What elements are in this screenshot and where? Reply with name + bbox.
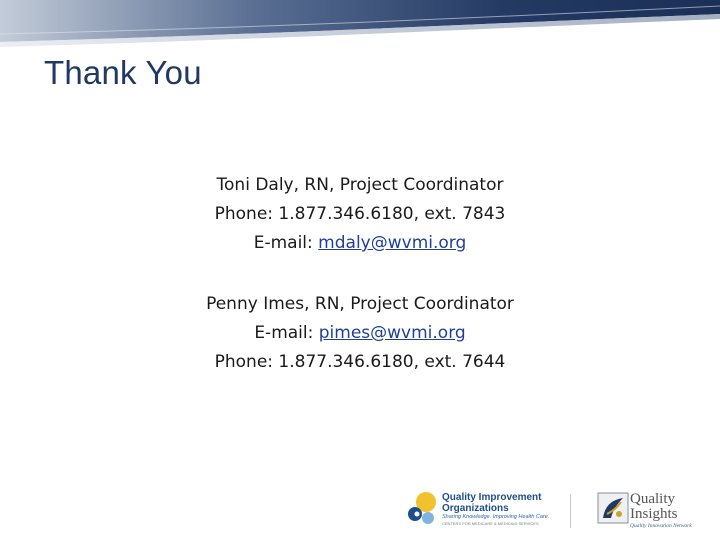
contact-phone: Phone: 1.877.346.6180, ext. 7843 [214,204,506,224]
email-link-pimes[interactable]: pimes@wvmi.org [318,323,466,343]
contact-name: Toni Daly, RN, Project Coordinator [216,175,504,195]
contact-phone: Phone: 1.877.346.6180, ext. 7644 [214,352,506,372]
contact-name: Penny Imes, RN, Project Coordinator [206,294,514,314]
qio-logo-icon [406,490,442,528]
qio-logo-subline: CENTERS FOR MEDICARE & MEDICAID SERVICES [442,521,539,526]
qi-logo-line1: Quality [630,491,675,507]
contact-email-line [0,229,720,258]
logo-divider [570,494,571,528]
qio-logo-line1: Quality Improvement [442,492,542,503]
contact-email-line [0,319,720,348]
qi-logo-icon [597,492,629,524]
qi-logo-line2: Insights [630,506,678,522]
qio-logo [442,492,549,527]
qio-logo-line2: Organizations [442,503,509,514]
email-label: E-mail: [254,323,319,343]
email-label: E-mail: [253,233,319,253]
slide-title: Thank You [44,54,202,91]
contact-block-toni [0,171,720,258]
email-link-mdaly[interactable]: mdaly@wvmi.org [318,233,467,253]
qi-logo-subline: Quality Innovation Network [630,523,692,529]
footer-logos [400,486,700,532]
qio-logo-tagline: Sharing Knowledge. Improving Health Care. [442,514,550,520]
contact-block-penny [0,290,720,377]
header-banner [0,0,720,48]
qi-logo [630,492,692,531]
